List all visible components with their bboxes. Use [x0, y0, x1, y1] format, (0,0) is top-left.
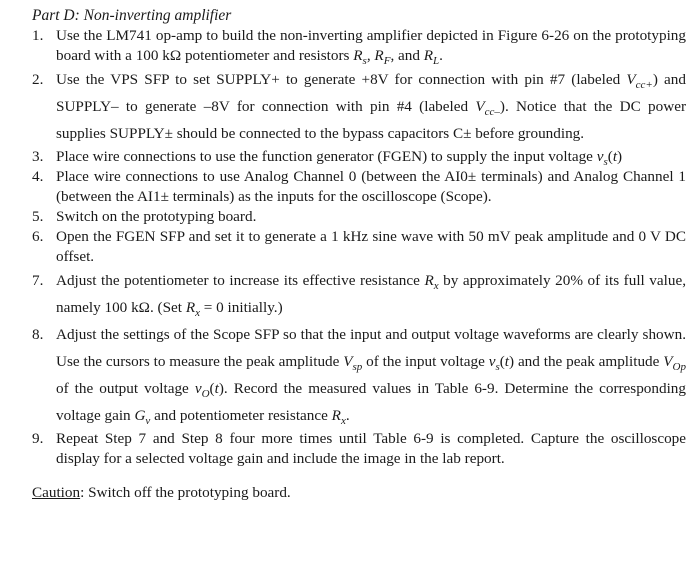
- step-item-4: [26, 167, 686, 207]
- step-item-2: [26, 66, 686, 147]
- step-number: 4.: [32, 168, 44, 185]
- step-item-8: [26, 321, 686, 429]
- step-item-1: [26, 26, 686, 66]
- step-number: 9.: [32, 430, 44, 447]
- step-number: 2.: [32, 71, 44, 88]
- step-item-5: [26, 207, 686, 227]
- step-text: Switch on the prototyping board.: [56, 208, 257, 225]
- caution-label: Caution: [32, 484, 81, 501]
- step-number: 7.: [32, 272, 44, 289]
- steps-list: [26, 26, 686, 469]
- step-text: Use the VPS SFP to set SUPPLY+ to generate +8V for connection with pin #7 (labeled $V_{cc+}$) and SUPPLY– to generate –8V for connection with pin #4 (labeled $V_{cc-}$). Notice that the DC power supplies SUPPLY± should be connected to the bypass capacitors C± before grounding.: [56, 71, 687, 142]
- step-number: 6.: [32, 228, 44, 245]
- step-item-7: [26, 267, 686, 321]
- caution-note: [32, 483, 686, 503]
- step-text: Adjust the settings of the Scope SFP so that the input and output voltage waveforms are clearly shown. Use the cursors to measure the peak amplitude $V_{sp}$ of the input voltage $v_s(t)$ and the peak amplitude $V_{Op}$ of the output voltage $v_O(t)$. Record the measured values in Table 6-9. Determine the corresponding voltage gain $G_v$ and potentiometer resistance $R_x$.: [56, 326, 686, 427]
- step-text: Place wire connections to use Analog Channel 0 (between the AI0± terminals) and Analog Channel 1 (between the AI1± terminals) as the inputs for the oscilloscope (Scope).: [56, 168, 686, 205]
- step-number: 1.: [32, 27, 44, 44]
- step-item-9: [26, 429, 686, 469]
- step-text: Repeat Step 7 and Step 8 four more times until Table 6-9 is completed. Capture the oscilloscope display for a selected voltage gain and include the image in the lab report.: [56, 430, 686, 467]
- step-item-6: [26, 227, 686, 267]
- caution-text: : Switch off the prototyping board.: [80, 484, 291, 501]
- step-number: 3.: [32, 148, 44, 165]
- step-text: Open the FGEN SFP and set it to generate a 1 kHz sine wave with 50 mV peak amplitude and 0 V DC offset.: [56, 228, 686, 265]
- section-title: Part D: Non-inverting amplifier: [32, 7, 232, 24]
- step-text: Use the LM741 op-amp to build the non-inverting amplifier depicted in Figure 6-26 on the prototyping board with a 100 kΩ potentiometer and resistors $R_s$, $R_F$, and $R_L$.: [56, 27, 686, 67]
- step-number: 5.: [32, 208, 44, 225]
- step-text: Place wire connections to use the function generator (FGEN) to supply the input voltage $v_s(t)$: [56, 148, 623, 168]
- step-text: Adjust the potentiometer to increase its effective resistance $R_x$ by approximately 20% of its full value, namely 100 kΩ. (Set $R_x = 0$ initially.): [56, 272, 686, 319]
- step-item-3: [26, 147, 686, 167]
- step-number: 8.: [32, 326, 44, 343]
